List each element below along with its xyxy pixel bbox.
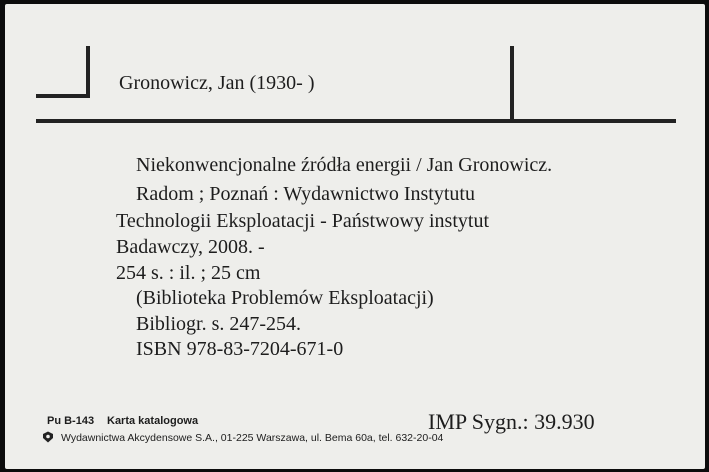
series-line: (Biblioteka Problemów Eksploatacji) [136, 287, 434, 309]
catalog-card [5, 4, 705, 469]
author-heading: Gronowicz, Jan (1930- ) [119, 72, 315, 94]
imprint-line: Radom ; Poznań : Wydawnictwo Instytutu [136, 183, 475, 205]
imprint-year-line: Badawczy, 2008. - [116, 236, 265, 258]
form-label [47, 415, 198, 427]
title-line: Niekonwencjonalne źródła energii / Jan Gronowicz. [136, 154, 553, 176]
publisher-imprint [42, 431, 443, 444]
publisher-logo-icon [42, 431, 54, 443]
imprint-continuation-line: Technologii Eksploatacji - Państwowy instytut [116, 210, 489, 232]
vertical-rule [510, 46, 514, 122]
physical-description-line: 254 s. : il. ; 25 cm [116, 262, 261, 284]
form-name: Karta katalogowa [107, 415, 199, 427]
isbn-line: ISBN 978-83-7204-671-0 [136, 338, 344, 360]
call-number: IMP Sygn.: 39.930 [428, 409, 595, 434]
horizontal-rule [36, 119, 676, 123]
corner-bracket-horizontal [36, 94, 90, 98]
corner-bracket-vertical [86, 46, 90, 98]
form-code: Pu B-143 [47, 415, 95, 427]
publisher-line: Wydawnictwa Akcydensowe S.A., 01-225 Warszawa, ul. Bema 60a, tel. 632-20-04 [61, 432, 444, 444]
bibliography-note-line: Bibliogr. s. 247-254. [136, 313, 302, 335]
